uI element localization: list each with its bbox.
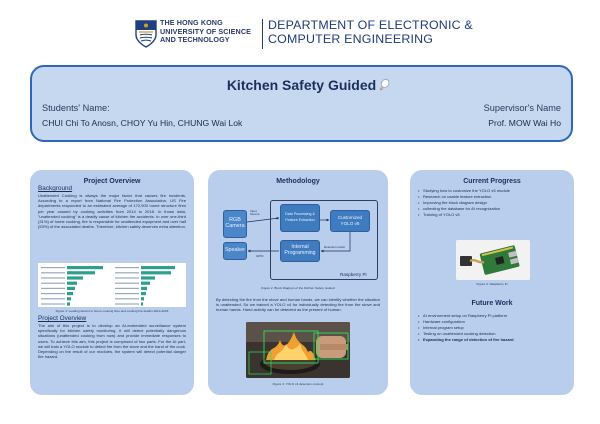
kitchen-scene-illustration <box>246 322 350 378</box>
supervisor-label: Supervisor's Name <box>483 103 561 113</box>
chart-category-label <box>41 277 65 278</box>
list-item: • AI environment setup on Raspberry Pi platform <box>418 313 566 319</box>
progress-list <box>418 188 566 218</box>
gpio-label: GPIO <box>256 254 264 258</box>
project-overview-text: The aim of this project is to develop an AI-embedded surveillance system specifically for kitchen safety monitoring. It will detect potentially dangerous situations (unattended cooking from now) and provide immediate responses to users. To achieve this aim, this project is comprised of two parts. For the AI part, we will train a YOLO module to detect fire from the stove and the hand of the cook. Depending on the result of our modules, the system will detect potential danger fire hazard. <box>38 323 186 360</box>
raspberry-pi-photo <box>456 240 530 280</box>
list-item: • collecting the database for AI recognization <box>418 206 566 212</box>
chart-bar <box>141 302 143 305</box>
university-name-line: UNIVERSITY OF SCIENCE <box>160 26 252 36</box>
chart-bar <box>67 266 103 269</box>
chart-category-label <box>41 293 65 294</box>
university-name-line: THE HONG KONG <box>160 18 223 27</box>
header-divider <box>262 19 263 49</box>
chart-bar <box>67 302 70 305</box>
list-item: • Testing on unattended cooking detection <box>418 331 566 337</box>
methodology-text: By detecting the fire from the stove and human hands, we can identify whether the situation is unattended. So we trained a YOLO v4 for individually detecting fire from the stove and human hands. Hand activity can be detected as the present of human. <box>216 297 380 313</box>
chart-bar <box>67 282 77 285</box>
detection-result-label: Detection result <box>324 245 345 249</box>
chart-bar <box>141 282 150 285</box>
chart-category-label <box>115 277 139 278</box>
speaker-block: Speaker <box>223 242 247 260</box>
chart-bar <box>141 297 144 300</box>
future-work-list <box>418 313 566 343</box>
chart-bar <box>141 271 171 274</box>
department-name-line: DEPARTMENT OF ELECTRONIC & <box>268 18 473 32</box>
figure-4-caption: Figure 4. Raspberry Pi <box>476 282 508 286</box>
future-work-title: Future Work <box>471 300 513 307</box>
background-text: Unattended Cooking is always the major factor that causes fire incidents. According to a report from National Fire Protection Association, US Fire departments responded to an estimated average of 172,900 home structure fires per year caused by cooking activities from 2014 to 2018. In those data, "unattended cooking" is a deadly cause of kitchen fire accidents. In over one-third (31%) of home cooking, fire is responsible for unattended equipment and over half (53%) of the associated deaths. Therefore, kitchen safety deserves extra attention. <box>38 193 186 230</box>
chart-category-label <box>115 303 139 304</box>
university-crest-icon <box>135 20 157 48</box>
rgb-camera-block: RGB Camera <box>223 210 247 238</box>
internal-programming-block: Internal Programming <box>280 240 320 262</box>
chart-category-label <box>115 283 139 284</box>
yolo-block: Customized YOLO v5 <box>330 210 370 232</box>
chart-category-label <box>41 303 65 304</box>
title-banner <box>30 65 573 142</box>
chart-category-label <box>41 267 65 268</box>
students-names: CHUI Chi To Anosn, CHOY Yu Hin, CHUNG Wai Lok <box>42 118 243 128</box>
list-item: • Studying how to customize the YOLO v5 module <box>418 188 566 194</box>
chart-category-label <box>41 288 65 289</box>
chart-bar <box>67 276 83 279</box>
yolo-detection-photo <box>246 322 350 378</box>
chart-bar <box>141 292 146 295</box>
students-label: Students' Name: <box>42 103 110 113</box>
list-item: • Improving the block diagram design <box>418 200 566 206</box>
project-overview-panel <box>30 170 194 395</box>
chart-bar <box>141 276 155 279</box>
department-name <box>268 18 508 46</box>
cooking-fire-charts <box>38 263 186 307</box>
methodology-title: Methodology <box>276 178 320 185</box>
chart-bar <box>67 287 75 290</box>
list-item: • Research on usable feature extraction <box>418 194 566 200</box>
chart-category-label <box>115 293 139 294</box>
chart-category-label <box>115 298 139 299</box>
department-name-line: COMPUTER ENGINEERING <box>268 32 434 46</box>
figure-2-caption: Figure 2. Block Diagram of the Kitchen Safety Guided <box>261 286 335 290</box>
chart-category-label <box>115 272 139 273</box>
project-overview-title: Project Overview <box>83 178 141 185</box>
lightbulb-icon <box>376 77 392 93</box>
figure-3-caption: Figure 3. YOLO v4 detection concept <box>272 382 324 386</box>
chart-category-label <box>41 272 65 273</box>
list-item: • Expanding the range of detection of fire hazard <box>418 337 566 343</box>
poster-title: Kitchen Safety Guided <box>226 77 377 93</box>
poster-header <box>0 0 600 58</box>
block-diagram <box>216 198 380 284</box>
raspberry-pi-label: Raspberry Pi <box>340 272 367 277</box>
university-name-line: AND TECHNOLOGY <box>160 35 230 45</box>
chart-bar <box>141 287 147 290</box>
current-progress-title: Current Progress <box>463 178 521 185</box>
raspberry-pi-illustration <box>456 240 530 280</box>
chart-category-label <box>41 298 65 299</box>
list-item: • Training of YOLO v5 <box>418 212 566 218</box>
supervisor-name: Prof. MOW Wai Ho <box>488 118 561 128</box>
chart-category-label <box>115 267 139 268</box>
chart-category-label <box>115 288 139 289</box>
university-name <box>160 19 260 45</box>
chart-bar <box>67 297 71 300</box>
project-overview-heading: Project Overview <box>38 315 87 322</box>
chart-bar <box>67 271 95 274</box>
figure-1-caption: Figure 1. Leading factors in home cooking fires and cooking fire deaths 2014-2018 <box>55 309 169 313</box>
data-processing-block: Data Processing & Feature Extraction <box>280 204 320 232</box>
progress-panel <box>410 170 574 395</box>
background-heading: Background <box>38 185 73 192</box>
input-source-label: Input Source <box>250 209 260 217</box>
chart-bar <box>67 292 73 295</box>
chart-category-label <box>41 283 65 284</box>
list-item: • Hardware configuration <box>418 319 566 325</box>
list-item: • Internal program setup <box>418 325 566 331</box>
methodology-panel <box>208 170 388 395</box>
chart-bar <box>141 266 175 269</box>
